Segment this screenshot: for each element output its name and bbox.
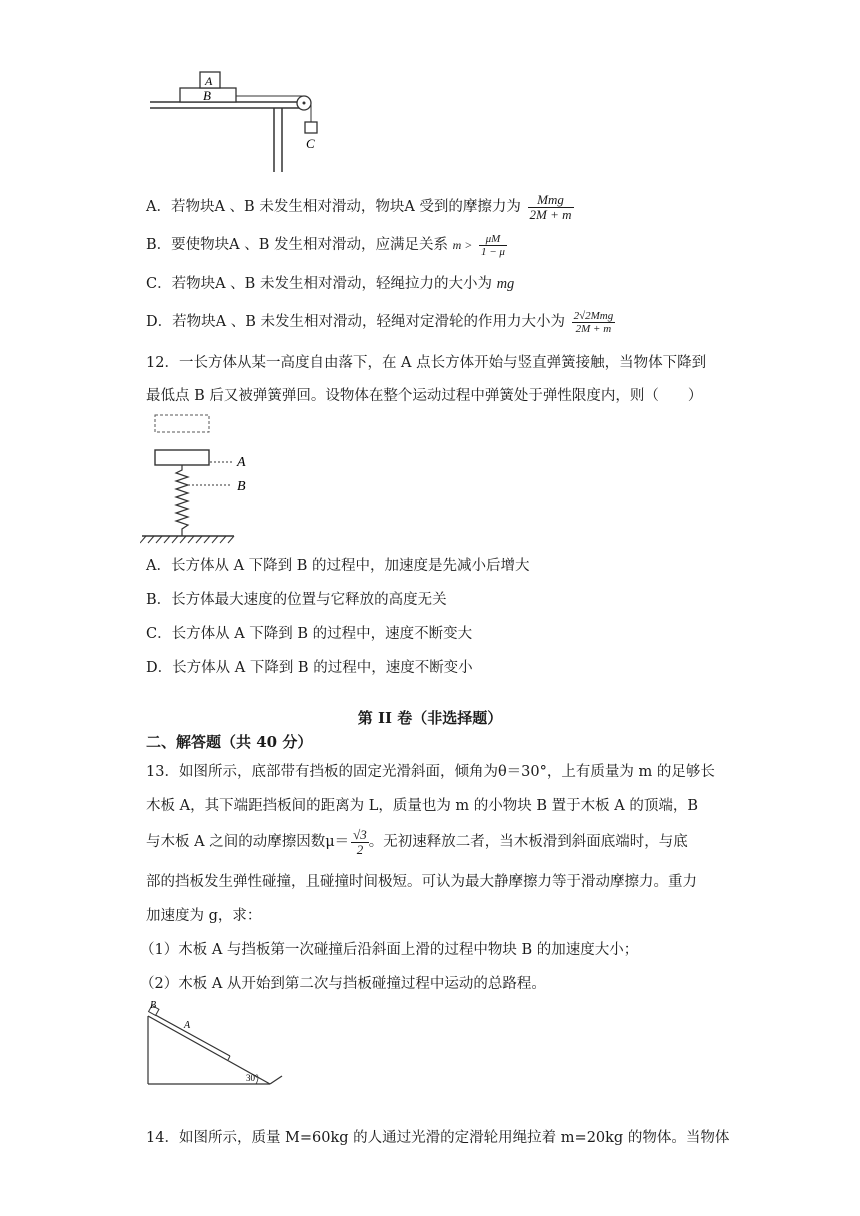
q13-sub-question-1: （1）木板 A 与挡板第一次碰撞后沿斜面上滑的过程中物块 B 的加速度大小； [140,942,639,958]
figure-spring-block [140,412,270,552]
fraction-numerator: Mmg [528,193,574,208]
option-c-value: mg [496,276,515,292]
fraction-denominator: 2 [356,841,364,857]
q13-line-5: 加速度为 g，求： [146,908,262,924]
q13-line-3-post: 。无初速释放二者，当木板滑到斜面底端时，与底 [368,834,688,850]
fraction-denominator: 1 − μ [480,245,505,258]
option-d-text: D．若物块A 、B 未发生相对滑动，轻绳对定滑轮的作用力大小为 [146,314,565,330]
q12-option-a: A．长方体从 A 下降到 B 的过程中，加速度是先减小后增大 [146,558,530,574]
figure-incline [140,1000,300,1090]
option-b-relation: m > [452,238,473,252]
option-b-text: B．要使物块A 、B 发生相对滑动，应满足关系 [146,237,448,253]
option-c-text: C．若物块A 、B 未发生相对滑动，轻绳拉力的大小为 [146,276,492,292]
q12-option-b: B．长方体最大速度的位置与它释放的高度无关 [146,592,447,608]
label-a: A [184,1020,191,1031]
angle-label: 30° [246,1073,259,1083]
q13-sub-question-2: （2）木板 A 从开始到第二次与挡板碰撞过程中运动的总路程。 [140,976,546,992]
section-subtitle: 二、解答题（共 40 分） [146,733,313,751]
q11-option-b [146,229,507,261]
q12-option-c: C．长方体从 A 下降到 B 的过程中，速度不断变大 [146,626,473,642]
q11-option-c [146,274,514,294]
q11-option-d [146,306,615,338]
q12-line-2: 最低点 B 后又被弹簧弹回。设物体在整个运动过程中弹簧处于弹性限度内，则（ ） [146,388,703,404]
label-b: B [203,88,211,103]
fraction-numerator: √3 [353,826,367,842]
label-a: A [205,74,213,88]
label-b: B [237,479,246,494]
q12-option-d: D．长方体从 A 下降到 B 的过程中，速度不断变小 [146,660,473,676]
q13-line-3-pre: 与木板 A 之间的动摩擦因数μ＝ [146,834,350,850]
option-a-fraction [528,193,574,222]
fraction-numerator: 2√2Mmg [573,309,614,322]
fraction-denominator: 2M + m [575,322,612,335]
section-title: 第 II 卷（非选择题） [357,709,503,727]
option-b-fraction [479,233,507,258]
label-b: B [150,1000,157,1011]
fraction-numerator: μM [479,233,507,246]
label-c: C [306,136,315,151]
mu-fraction [351,828,369,857]
q13-line-3 [146,824,688,860]
q13-line-1: 13．如图所示，底部带有挡板的固定光滑斜面，倾角为θ＝30°，上有质量为 m 的足够长 [146,764,715,780]
option-d-fraction [572,310,616,335]
q14-line-1: 14．如图所示，质量 M=60kg 的人通过光滑的定滑轮用绳拉着 m=20kg 的物体。当物体 [146,1130,730,1146]
label-a: A [237,455,246,470]
q13-line-4: 部的挡板发生弹性碰撞，且碰撞时间极短。可认为最大静摩擦力等于滑动摩擦力。重力 [146,874,697,890]
figure-blocks-pulley [146,66,336,178]
fraction-denominator: 2M + m [529,206,572,222]
q13-line-2: 木板 A，其下端距挡板间的距离为 L，质量也为 m 的小物块 B 置于木板 A 的顶端，B [146,798,699,814]
option-a-text: A．若物块A 、B 未发生相对滑动，物块A 受到的摩擦力为 [146,199,521,215]
q12-line-1: 12．一长方体从某一高度自由落下，在 A 点长方体开始与竖直弹簧接触，当物体下降到 [146,355,707,371]
q11-option-a [146,190,574,224]
